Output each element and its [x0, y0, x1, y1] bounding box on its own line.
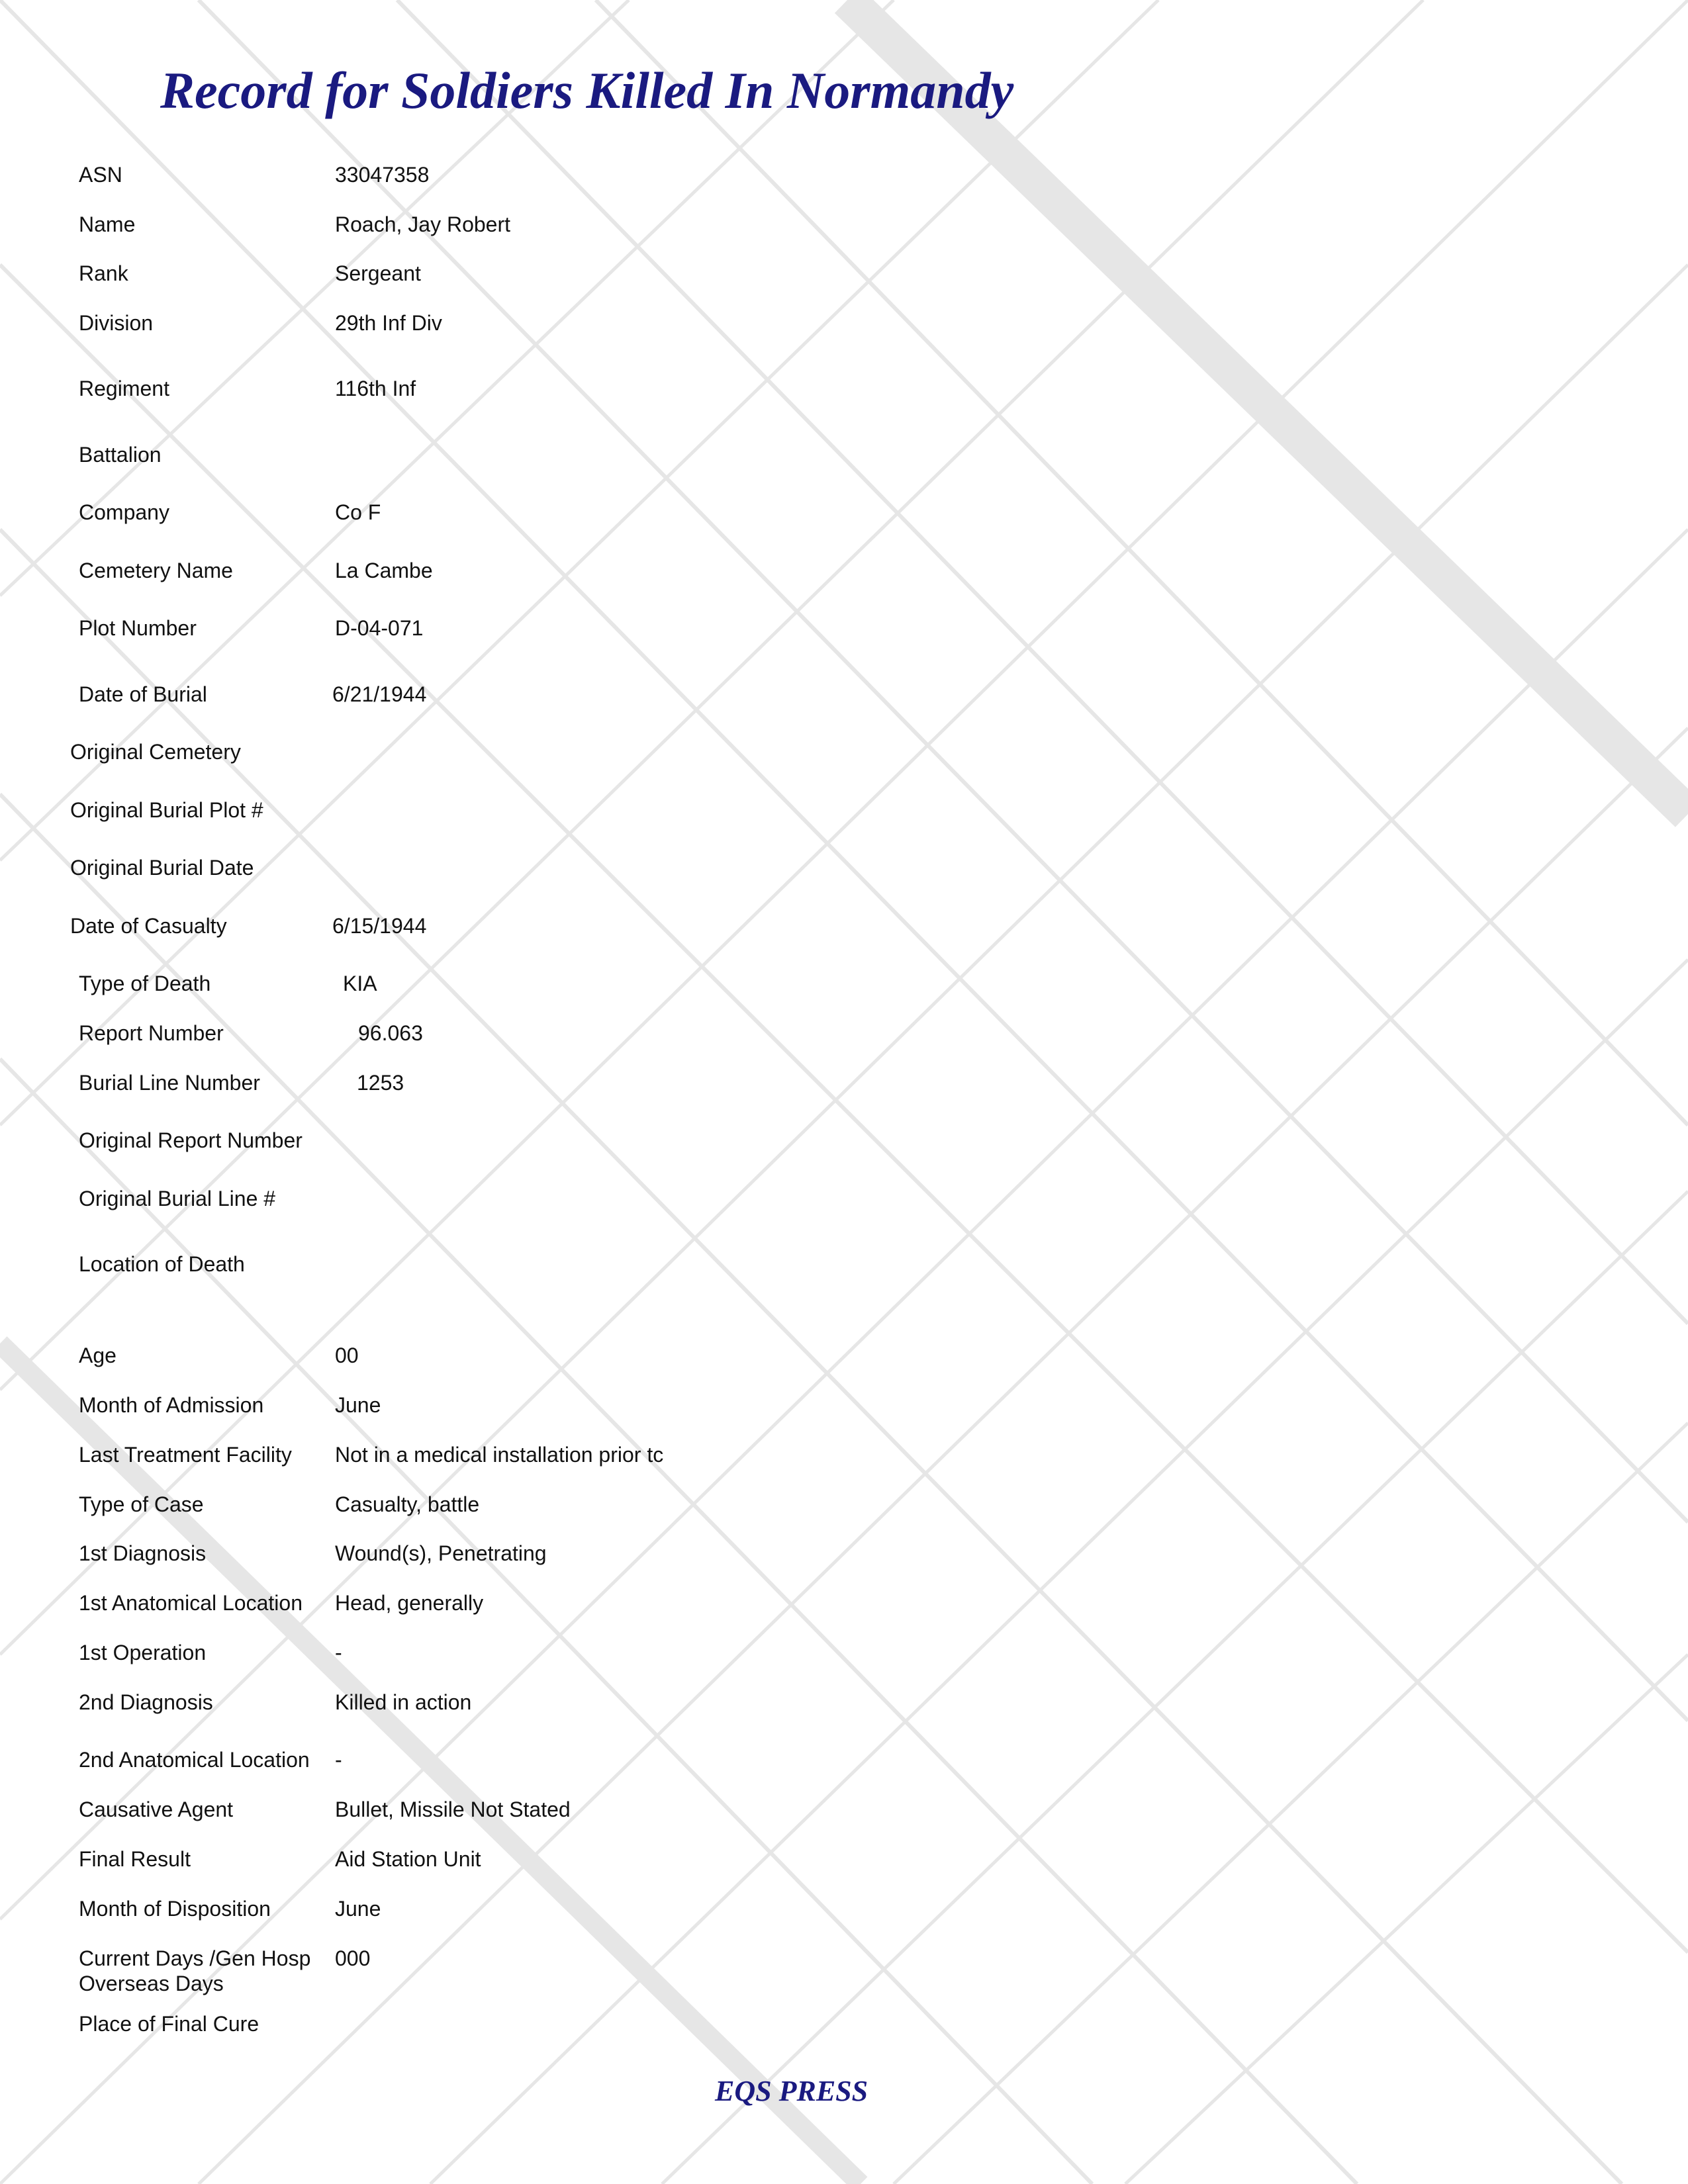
first-anatomical-location-value: Head, generally [335, 1591, 484, 1615]
type-of-case-value: Casualty, battle [335, 1492, 480, 1516]
original-burial-date-label: Original Burial Date [70, 856, 254, 880]
original-burial-plot-label: Original Burial Plot # [70, 798, 263, 822]
cemetery-name-value: La Cambe [335, 559, 433, 582]
second-diagnosis-value: Killed in action [335, 1690, 472, 1714]
company-label: Company [79, 500, 169, 524]
original-burial-line-label: Original Burial Line # [79, 1187, 276, 1210]
month-of-admission-value: June [335, 1393, 381, 1417]
asn-label: ASN [79, 163, 122, 187]
regiment-label: Regiment [79, 377, 169, 400]
age-value: 00 [335, 1343, 359, 1367]
second-anatomical-location-label: 2nd Anatomical Location [79, 1748, 310, 1772]
report-number-label: Report Number [79, 1021, 224, 1045]
second-anatomical-location-value: - [335, 1748, 342, 1772]
location-of-death-label: Location of Death [79, 1252, 245, 1276]
last-treatment-facility-value: Not in a medical installation prior tc [335, 1443, 664, 1467]
first-anatomical-location-label: 1st Anatomical Location [79, 1591, 303, 1615]
name-value: Roach, Jay Robert [335, 212, 511, 236]
overseas-days-label: Overseas Days [79, 1972, 224, 1995]
causative-agent-label: Causative Agent [79, 1797, 234, 1821]
type-of-death-label: Type of Death [79, 972, 211, 995]
date-of-casualty-value: 6/15/1944 [332, 914, 427, 938]
plot-number-label: Plot Number [79, 616, 197, 640]
type-of-death-value: KIA [343, 972, 377, 995]
type-of-case-label: Type of Case [79, 1492, 204, 1516]
original-report-number-label: Original Report Number [79, 1128, 303, 1152]
first-diagnosis-value: Wound(s), Penetrating [335, 1541, 547, 1565]
place-of-final-cure-label: Place of Final Cure [79, 2012, 259, 2036]
date-of-casualty-label: Date of Casualty [70, 914, 227, 938]
company-value: Co F [335, 500, 381, 524]
current-days-label: Current Days /Gen Hosp [79, 1946, 311, 1970]
rank-label: Rank [79, 261, 128, 285]
last-treatment-facility-label: Last Treatment Facility [79, 1443, 292, 1467]
name-label: Name [79, 212, 136, 236]
plot-number-value: D-04-071 [335, 616, 424, 640]
first-operation-value: - [335, 1641, 342, 1664]
burial-line-number-label: Burial Line Number [79, 1071, 260, 1095]
date-of-burial-value: 6/21/1944 [332, 682, 427, 706]
division-label: Division [79, 311, 154, 335]
first-operation-label: 1st Operation [79, 1641, 207, 1664]
month-of-disposition-label: Month of Disposition [79, 1897, 271, 1921]
second-diagnosis-label: 2nd Diagnosis [79, 1690, 213, 1714]
asn-value: 33047358 [335, 163, 430, 187]
division-value: 29th Inf Div [335, 311, 442, 335]
month-of-admission-label: Month of Admission [79, 1393, 264, 1417]
final-result-label: Final Result [79, 1847, 191, 1871]
original-cemetery-label: Original Cemetery [70, 740, 241, 764]
age-label: Age [79, 1343, 117, 1367]
publisher-footer: EQS PRESS [715, 2075, 868, 2107]
rank-value: Sergeant [335, 261, 421, 285]
report-number-value: 96.063 [358, 1021, 423, 1045]
current-days-value: 000 [335, 1946, 371, 1970]
regiment-value: 116th Inf [335, 377, 416, 400]
causative-agent-value: Bullet, Missile Not Stated [335, 1797, 571, 1821]
date-of-burial-label: Date of Burial [79, 682, 207, 706]
first-diagnosis-label: 1st Diagnosis [79, 1541, 207, 1565]
battalion-label: Battalion [79, 443, 162, 467]
page-title: Record for Soldiers Killed In Normandy [160, 62, 1014, 119]
final-result-value: Aid Station Unit [335, 1847, 481, 1871]
burial-line-number-value: 1253 [357, 1071, 404, 1095]
cemetery-name-label: Cemetery Name [79, 559, 233, 582]
month-of-disposition-value: June [335, 1897, 381, 1921]
